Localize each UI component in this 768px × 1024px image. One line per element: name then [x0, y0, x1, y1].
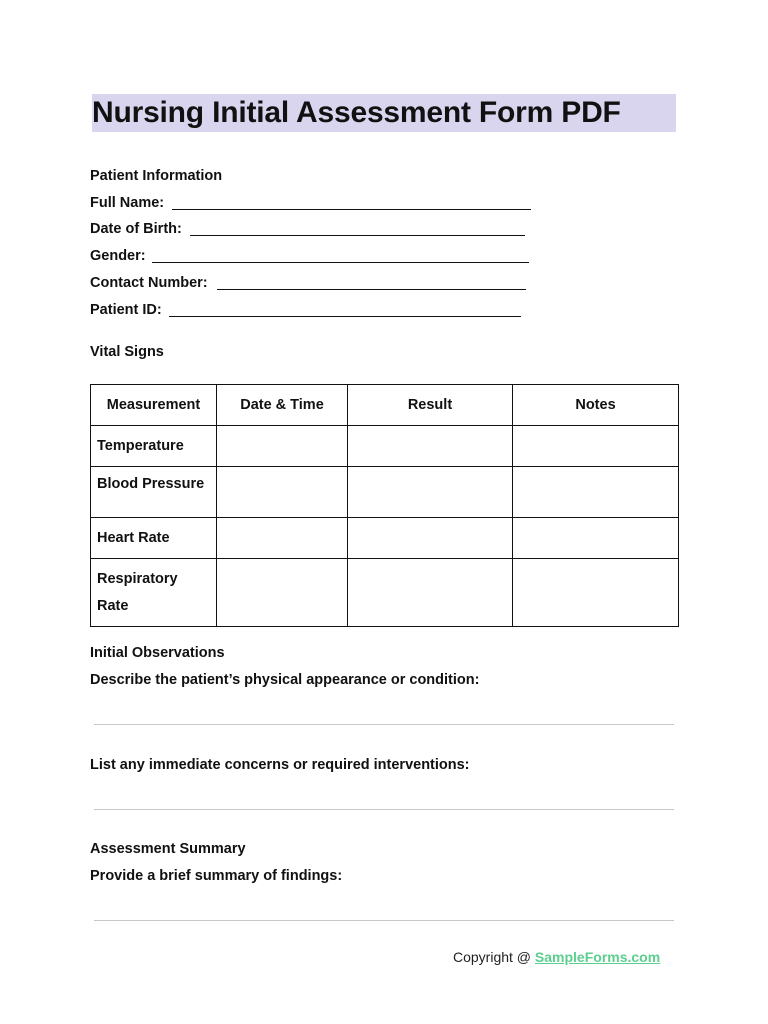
column-header-measurement: Measurement — [91, 385, 217, 426]
vital-signs-heading: Vital Signs — [90, 344, 164, 360]
summary-answer-line[interactable] — [94, 920, 674, 921]
contact-number-field[interactable] — [217, 273, 526, 290]
patient-id-label: Patient ID: — [90, 302, 162, 318]
contact-number-label: Contact Number: — [90, 275, 208, 291]
gender-field[interactable] — [152, 246, 529, 263]
vital-signs-table — [90, 384, 679, 627]
temperature-date-time-cell[interactable] — [217, 426, 348, 467]
row-label-blood-pressure: Blood Pressure — [91, 467, 217, 518]
copyright-text: Copyright @ — [453, 949, 535, 965]
table-row — [91, 426, 679, 467]
patient-id-field[interactable] — [169, 300, 521, 317]
table-header-row — [91, 385, 679, 426]
row-label-respiratory-rate: Respiratory Rate — [91, 559, 217, 627]
concerns-prompt: List any immediate concerns or required interventions: — [90, 757, 470, 773]
appearance-prompt: Describe the patient’s physical appearance or condition: — [90, 672, 480, 688]
heart-rate-date-time-cell[interactable] — [217, 518, 348, 559]
page-title: Nursing Initial Assessment Form PDF — [92, 94, 676, 132]
column-header-date-time: Date & Time — [217, 385, 348, 426]
summary-prompt: Provide a brief summary of findings: — [90, 868, 343, 884]
gender-label: Gender: — [90, 248, 146, 264]
footer-copyright — [453, 949, 660, 965]
full-name-label: Full Name: — [90, 195, 165, 211]
temperature-notes-cell[interactable] — [513, 426, 679, 467]
table-row — [91, 559, 679, 627]
initial-observations-heading: Initial Observations — [90, 645, 225, 661]
row-label-temperature: Temperature — [91, 426, 217, 467]
assessment-summary-heading: Assessment Summary — [90, 841, 246, 857]
brand-link[interactable]: SampleForms.com — [534, 949, 661, 965]
date-of-birth-field[interactable] — [190, 219, 525, 236]
respiratory-rate-date-time-cell[interactable] — [217, 559, 348, 627]
patient-info-heading: Patient Information — [90, 168, 223, 184]
row-label-heart-rate: Heart Rate — [91, 518, 217, 559]
full-name-field[interactable] — [172, 193, 531, 210]
appearance-answer-line[interactable] — [94, 724, 674, 725]
heart-rate-result-cell[interactable] — [348, 518, 513, 559]
table-row — [91, 467, 679, 518]
blood-pressure-result-cell[interactable] — [348, 467, 513, 518]
blood-pressure-notes-cell[interactable] — [513, 467, 679, 518]
heart-rate-notes-cell[interactable] — [513, 518, 679, 559]
date-of-birth-label: Date of Birth: — [90, 221, 182, 237]
column-header-notes: Notes — [513, 385, 679, 426]
concerns-answer-line[interactable] — [94, 809, 674, 810]
column-header-result: Result — [348, 385, 513, 426]
respiratory-rate-notes-cell[interactable] — [513, 559, 679, 627]
temperature-result-cell[interactable] — [348, 426, 513, 467]
respiratory-rate-result-cell[interactable] — [348, 559, 513, 627]
blood-pressure-date-time-cell[interactable] — [217, 467, 348, 518]
table-row — [91, 518, 679, 559]
